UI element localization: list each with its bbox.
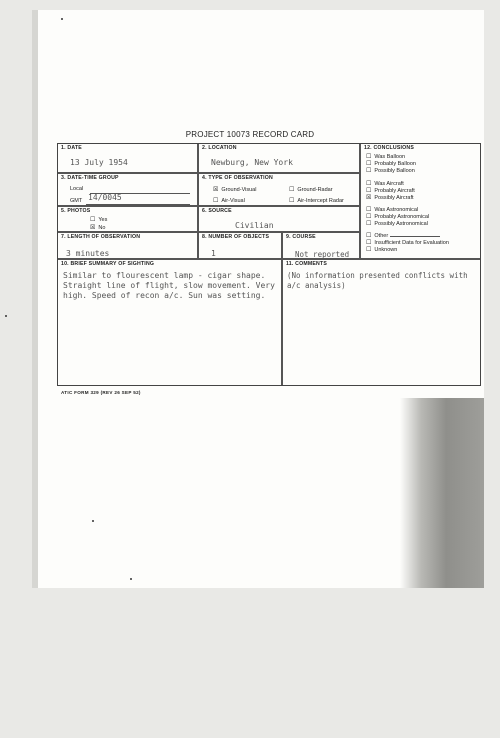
dtg-gmt-value: 14/0045 <box>88 193 122 202</box>
obs-type-label: 4. TYPE OF OBSERVATION <box>202 175 273 181</box>
conclusions-other: ☐ Other ☐ Insufficient Data for Evaluation ☐ Unknown <box>366 232 449 253</box>
obs-air-visual: ☐ Air-Visual <box>213 197 245 204</box>
objects-value: 1 <box>211 249 216 258</box>
location-value: Newburg, New York <box>211 158 293 167</box>
obs-air-intercept-radar: ☐ Air-Intercept Radar <box>289 197 344 204</box>
conclusions-astronomical: ☐ Was Astronomical ☐ Probably Astronomical ☐ Possibly Astronomical <box>366 206 430 227</box>
photos-yes: ☐ Yes <box>90 216 108 223</box>
photos-no: ☒ No <box>90 224 106 231</box>
scan-speck <box>130 578 132 580</box>
location-label: 2. LOCATION <box>202 145 237 151</box>
conclusions-balloon: ☐ Was Balloon ☐ Probably Balloon ☐ Possibly Balloon <box>366 153 416 174</box>
date-label: 1. DATE <box>61 145 82 151</box>
form-number: ATIC FORM 329 (REV 26 SEP 52) <box>61 390 141 395</box>
objects-label: 8. NUMBER OF OBJECTS <box>202 234 270 240</box>
comments-line-2: a/c analysis) <box>287 281 346 290</box>
scan-speck <box>61 18 63 20</box>
scan-shadow <box>400 398 484 588</box>
course-value: Not reported <box>295 250 350 259</box>
length-value: 3 minutes <box>66 249 110 258</box>
dtg-local-label: Local <box>70 186 84 192</box>
dtg-gmt-label: GMT <box>70 198 83 204</box>
page-title: PROJECT 10073 RECORD CARD <box>185 130 315 139</box>
obs-ground-radar: ☐ Ground-Radar <box>289 186 333 193</box>
source-label: 6. SOURCE <box>202 208 232 214</box>
date-value: 13 July 1954 <box>70 158 128 167</box>
summary-line-3: high. Speed of recon a/c. Sun was setting. <box>63 291 266 300</box>
summary-line-1: Similar to flourescent lamp - cigar shape. <box>63 271 266 280</box>
conclusions-aircraft: ☐ Was Aircraft ☐ Probably Aircraft ☒ Possibly Aircraft <box>366 180 415 201</box>
summary-label: 10. BRIEF SUMMARY OF SIGHTING <box>61 261 155 267</box>
record-card-frame <box>57 143 481 386</box>
source-value: Civilian <box>235 221 274 230</box>
course-label: 9. COURSE <box>286 234 316 240</box>
scan-speck <box>92 520 94 522</box>
conclusions-label: 12. CONCLUSIONS <box>364 145 414 151</box>
comments-line-1: (No information presented conflicts with <box>287 271 468 280</box>
scan-speck <box>5 315 7 317</box>
comments-label: 11. COMMENTS <box>286 261 328 267</box>
photos-label: 5. PHOTOS <box>61 208 91 214</box>
summary-line-2: Straight line of flight, slow movement. Very <box>63 281 275 290</box>
obs-ground-visual: ☒ Ground-Visual <box>213 186 257 193</box>
dtg-label: 3. DATE-TIME GROUP <box>61 175 119 181</box>
length-label: 7. LENGTH OF OBSERVATION <box>61 234 141 240</box>
